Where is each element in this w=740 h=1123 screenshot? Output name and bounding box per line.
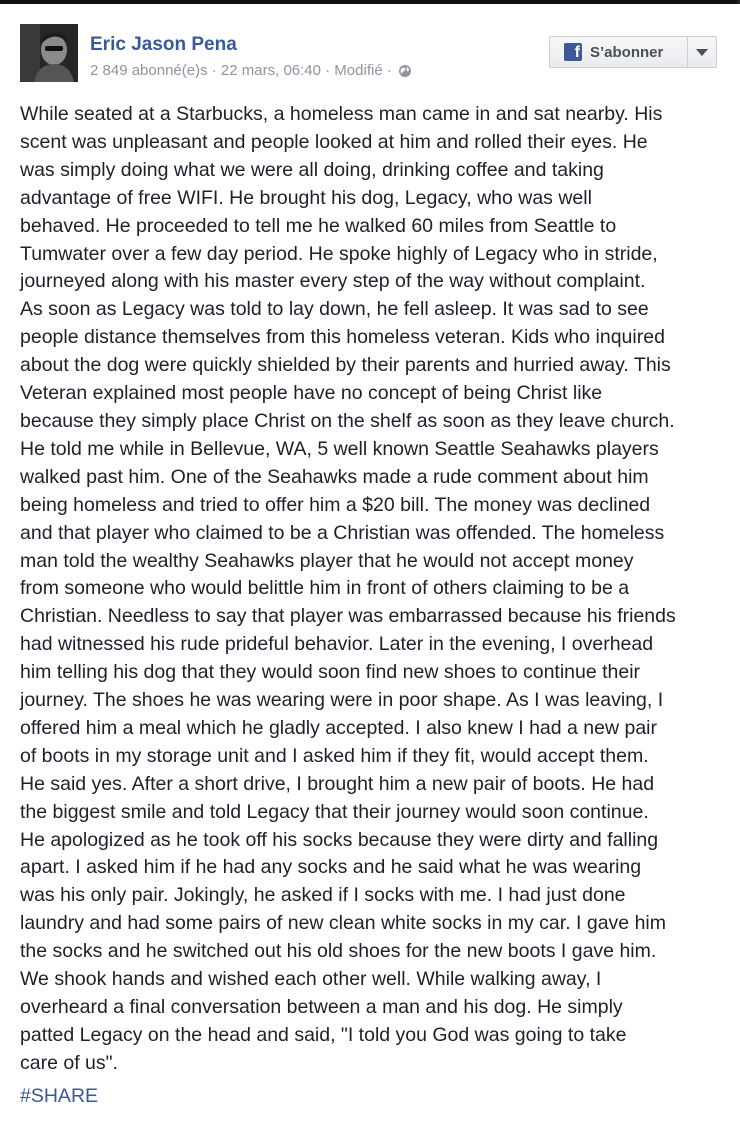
hashtag-link[interactable]: #SHARE bbox=[20, 1085, 99, 1107]
post-text-line: apart. I asked him if he had any socks and he said what he was wearing bbox=[20, 856, 642, 879]
post-text-line: laundry and had some pairs of new clean white socks in my car. I gave him bbox=[20, 912, 666, 935]
post-text-line: Veteran explained most people have no concept of being Christ like bbox=[20, 382, 603, 405]
post-text-line: Christian. Needless to say that player was embarrassed because his friends bbox=[20, 605, 676, 628]
post-text-line: offered him a meal which he gladly accepted. I also knew I had a new pair bbox=[20, 716, 658, 739]
post-text-line: was simply doing what we were all doing, drinking coffee and taking bbox=[20, 158, 604, 181]
author-name[interactable]: Eric Jason Pena bbox=[90, 34, 237, 55]
post-meta bbox=[90, 62, 412, 79]
profile-photo-icon bbox=[20, 24, 78, 82]
post-text-line: advantage of free WIFI. He brought his dog, Legacy, who was well bbox=[20, 186, 592, 209]
post-text-line: was his only pair. Jokingly, he asked if I socks with me. I had just done bbox=[20, 884, 626, 907]
post-text-line: He said yes. After a short drive, I brought him a new pair of boots. He had bbox=[20, 772, 655, 795]
subscribe-button-group bbox=[549, 36, 717, 68]
post-text-line: had witnessed his rude prideful behavior. Later in the evening, I overhead bbox=[20, 633, 654, 656]
post-card bbox=[0, 4, 740, 1123]
post-text-line: man told the wealthy Seahawks player that he would not accept money bbox=[20, 549, 634, 572]
subscribe-dropdown-button[interactable] bbox=[688, 37, 716, 67]
post-text-line: overheard a final conversation between a man and his dog. He simply bbox=[20, 996, 623, 1018]
post-text-line: Tumwater over a few day period. He spoke highly of Legacy who in stride, bbox=[20, 242, 658, 265]
facebook-f-icon: f bbox=[564, 43, 582, 61]
post-text-line: He told me while in Bellevue, WA, 5 well known Seattle Seahawks players bbox=[20, 437, 659, 460]
post-text-line: and that player who claimed to be a Christian was offended. The homeless bbox=[20, 521, 665, 544]
post-text-line: being homeless and tried to offer him a $20 bill. The money was declined bbox=[20, 493, 651, 516]
post-text-line: scent was unpleasant and people looked at him and rolled their eyes. He bbox=[20, 130, 648, 153]
avatar[interactable] bbox=[20, 24, 78, 82]
post-text-line: the socks and he switched out his old shoes for the new boots I gave him. bbox=[20, 940, 657, 963]
post-meta-text: 2 849 abonné(e)s · 22 mars, 06:40 · Modifié · bbox=[90, 62, 392, 79]
caret-down-icon bbox=[696, 49, 708, 56]
post-text-line: the biggest smile and told Legacy that their journey would soon continue. bbox=[20, 800, 649, 823]
post-text-line: about the dog were quickly shielded by their parents and hurried away. This bbox=[20, 354, 671, 377]
post-text-line: behaved. He proceeded to tell me he walked 60 miles from Seattle to bbox=[20, 214, 617, 237]
post-text-line: from someone who would belittle him in front of others claiming to be a bbox=[20, 577, 630, 600]
post-text-line: walked past him. One of the Seahawks made a rude comment about him bbox=[20, 465, 649, 488]
post-text-line: We shook hands and wished each other well. While walking away, I bbox=[20, 968, 602, 991]
post-text-line: As soon as Legacy was told to lay down, he fell asleep. It was sad to see bbox=[20, 298, 649, 321]
post-text-line: because they simply place Christ on the shelf as soon as they leave church. bbox=[20, 409, 675, 432]
globe-icon[interactable] bbox=[398, 64, 412, 78]
post-text bbox=[20, 101, 720, 1078]
post-text-line: care of us". bbox=[20, 1051, 118, 1074]
subscribe-button[interactable] bbox=[550, 37, 687, 67]
post-text-line: him telling his dog that they would soon find new shoes to continue their bbox=[20, 661, 641, 684]
subscribe-label: S’abonner bbox=[590, 43, 664, 61]
post-text-line: people distance themselves from this homeless veteran. Kids who inquired bbox=[20, 326, 665, 349]
post-text-line: of boots in my storage unit and I asked him if they fit, would accept them. bbox=[20, 744, 649, 767]
post-text-line: While seated at a Starbucks, a homeless man came in and sat nearby. His bbox=[20, 103, 663, 125]
post-text-line: patted Legacy on the head and said, "I told you God was going to take bbox=[20, 1023, 627, 1046]
post-text-line: journeyed along with his master every step of the way without complaint. bbox=[20, 270, 646, 293]
post-text-line: journey. The shoes he was wearing were in poor shape. As I was leaving, I bbox=[20, 689, 664, 712]
post-text-line: He apologized as he took off his socks because they were dirty and falling bbox=[20, 828, 659, 851]
